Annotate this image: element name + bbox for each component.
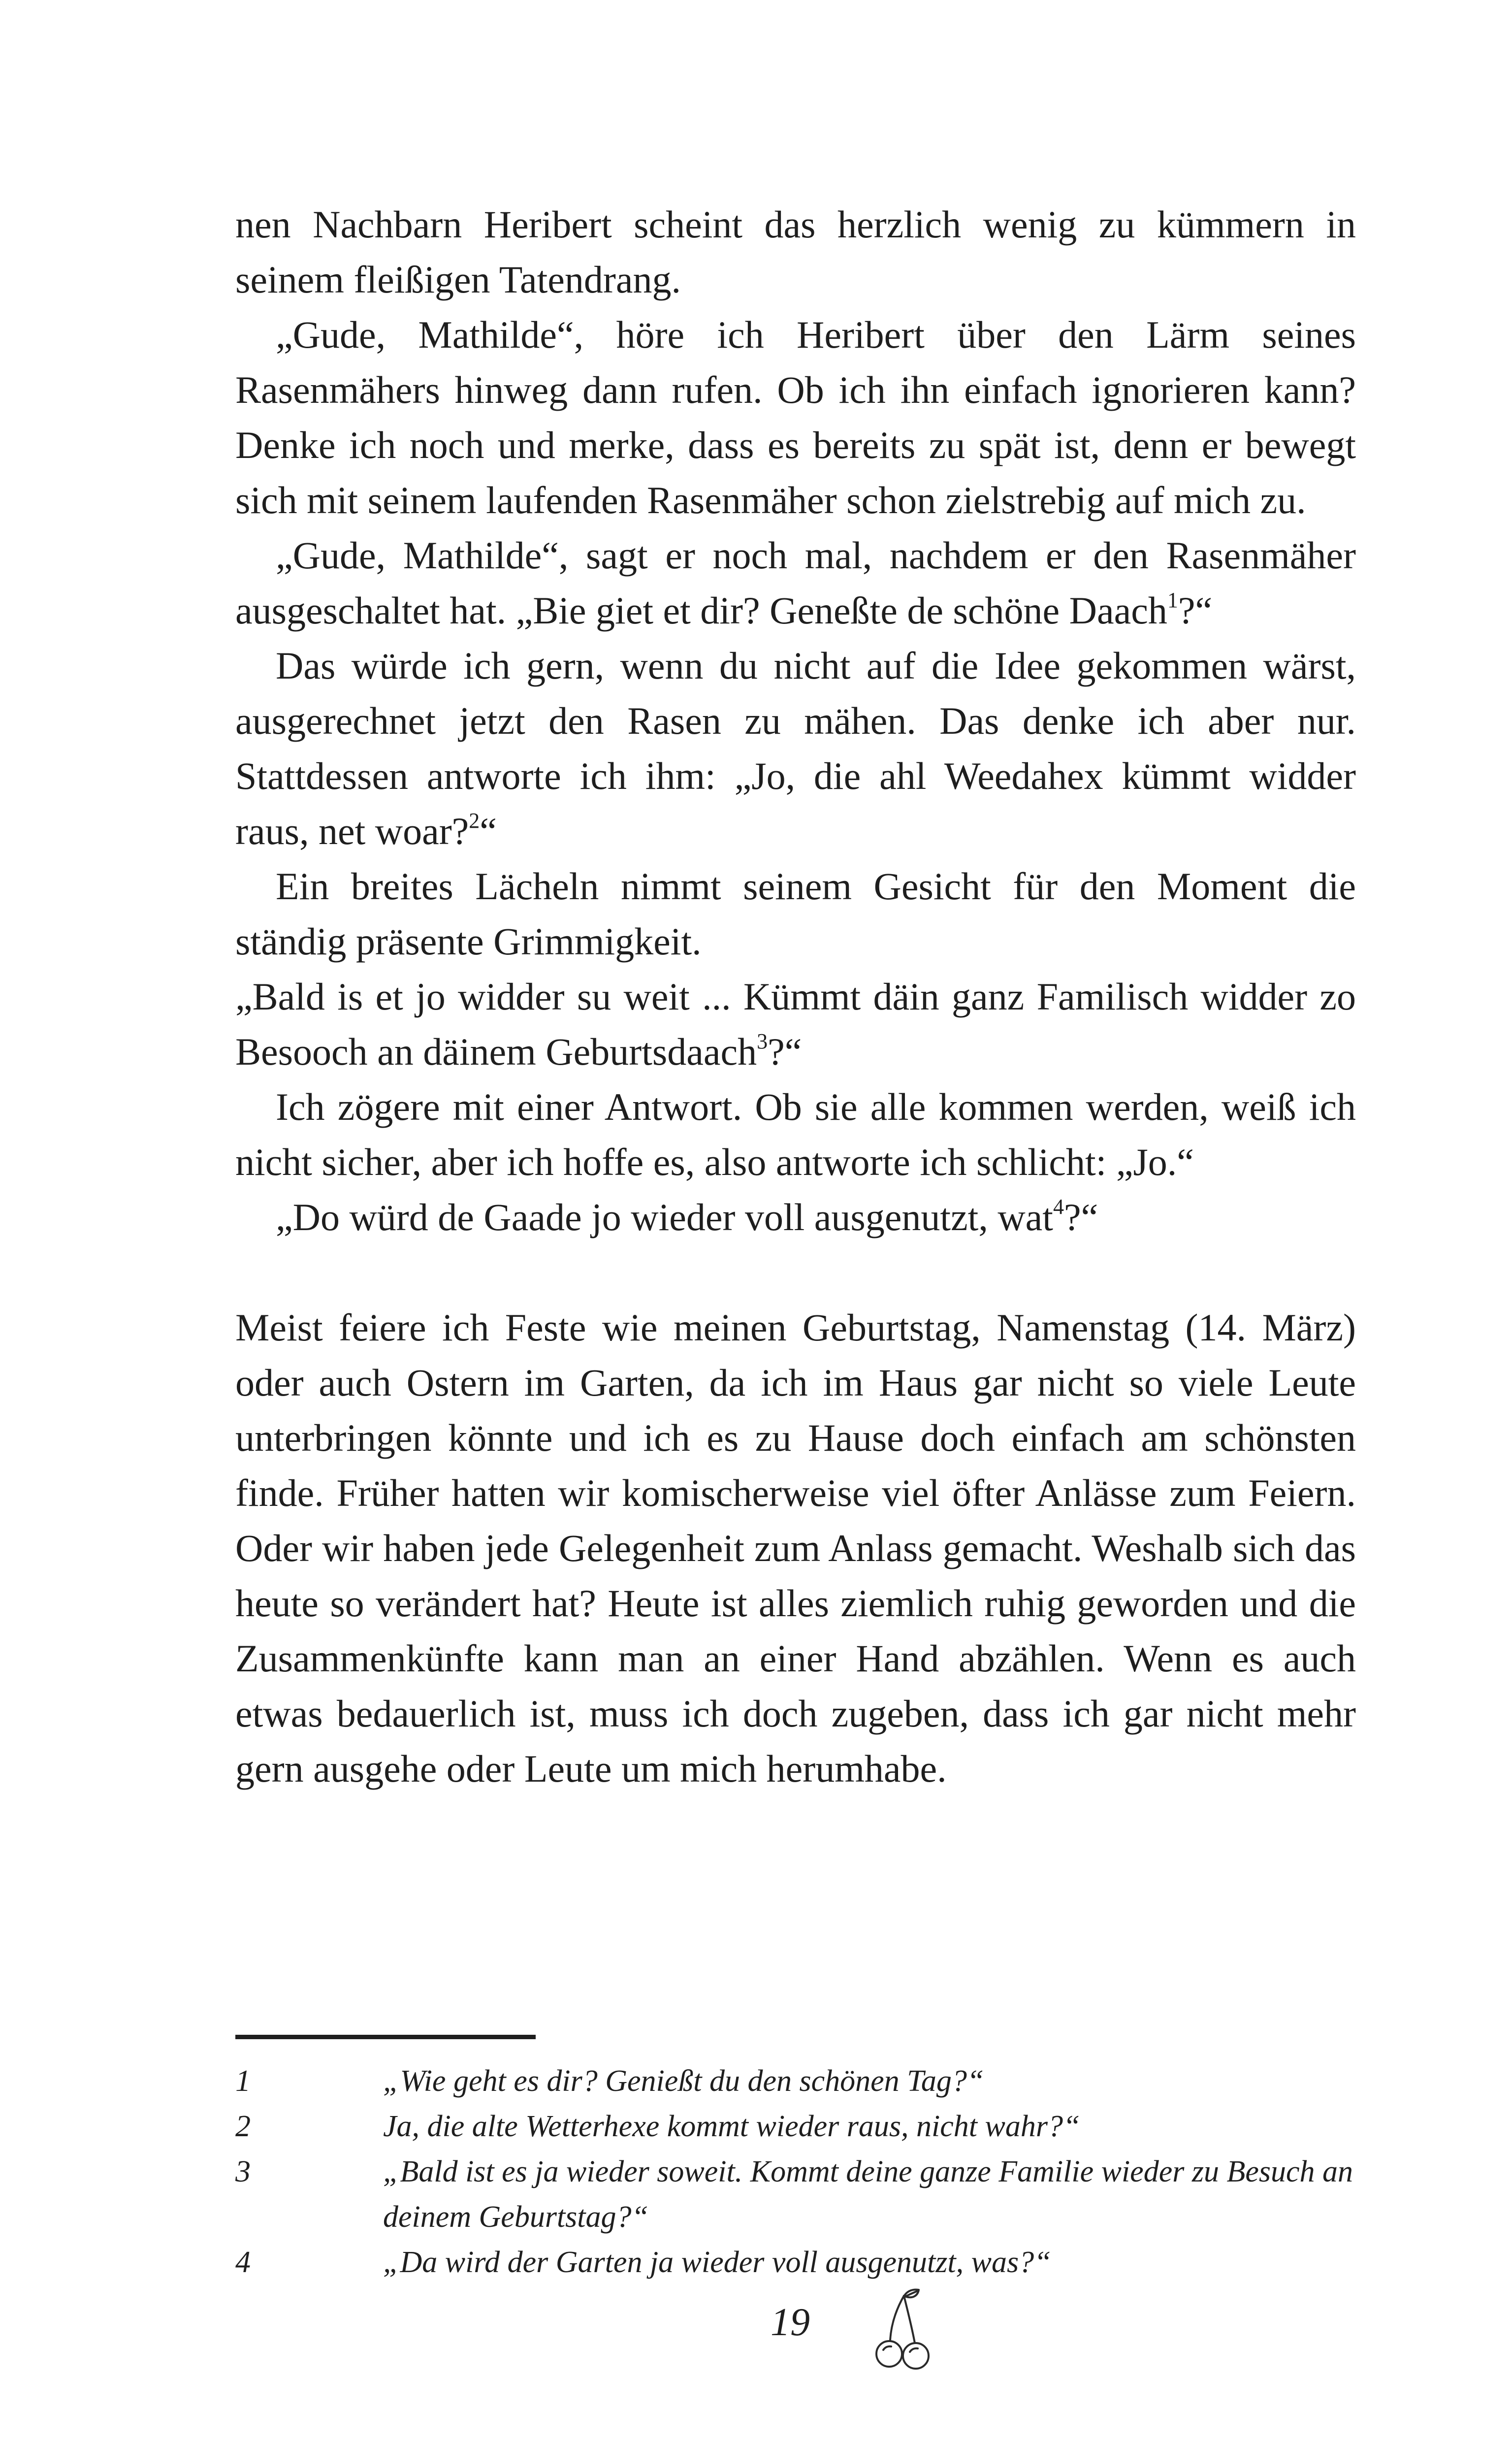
- paragraph: Meist feiere ich Feste wie meinen Geburtstag, Namenstag (14. März) oder auch Ostern im Garten, da ich im Haus gar nicht so viele Leute unterbringen könnte und ich es zu Hause doch einfach am schönsten finde. Früher hatten wir komischerweise viel öfter Anlässe zum Feiern. Oder wir haben jede Gelegenheit zum Anlass gemacht. Weshalb sich das heute so verändert hat? Heute ist alles ziemlich ruhig geworden und die Zusammenkünfte kann man an einer Hand abzählen. Wenn es auch etwas bedauerlich ist, muss ich doch zugeben, dass ich gar nicht mehr gern ausgehe oder Leute um mich herumhabe.: [235, 1306, 1356, 1790]
- paragraph: „Gude, Mathilde“, höre ich Heribert über den Lärm seines Rasenmähers hinweg dann rufen. Ob ich ihn einfach ignorieren kann? Denke ich noch und merke, dass es bereits zu spät ist, denn er bewegt sich mit seinem laufenden Rasenmäher schon zielstrebig auf mich zu.: [235, 313, 1356, 521]
- footnote-ref: 4: [1053, 1195, 1064, 1219]
- paragraph-text: ?“: [1063, 1196, 1098, 1238]
- footnote-number: 1: [235, 2064, 251, 2098]
- paragraph-text: ?“: [1178, 589, 1213, 632]
- footnote-ref: 2: [469, 809, 480, 833]
- paragraph-text: Das würde ich gern, wenn du nicht auf die Idee gekommen wärst, ausgerechnet jetzt den Rasen zu mähen. Das denke ich aber nur. Stattdessen antworte ich ihm: „Jo, die ahl Weedahex kümmt widder raus, net woar?: [235, 644, 1356, 852]
- paragraph-text: „Bald is et jo widder su weit ... Kümmt däin ganz Familisch widder zo Besooch an däinem Geburtsdaach: [235, 975, 1356, 1073]
- paragraph: [235, 1190, 1356, 1245]
- page-footer: [0, 2295, 1512, 2393]
- footnote-ref: 1: [1167, 588, 1178, 612]
- paragraph: [235, 528, 1356, 638]
- footnote: [235, 2058, 1356, 2104]
- paragraph-text: “: [480, 810, 497, 852]
- paragraph: nen Nachbarn Heribert scheint das herzlich wenig zu kümmern in seinem fleißigen Tatendrang.: [235, 203, 1356, 301]
- footnote-text: „Wie geht es dir? Genießt du den schönen Tag?“: [383, 2064, 984, 2098]
- main-text: [235, 197, 1356, 1796]
- paragraph-text: „Do würd de Gaade jo wieder voll ausgenutzt, wat: [276, 1196, 1053, 1238]
- footnote-ref: 3: [757, 1029, 768, 1053]
- paragraph: Ich zögere mit einer Antwort. Ob sie alle kommen werden, weiß ich nicht sicher, aber ich hoffe es, also antworte ich schlicht: „Jo.“: [235, 1085, 1356, 1183]
- footnote-text: Ja, die alte Wetterhexe kommt wieder raus, nicht wahr?“: [383, 2110, 1080, 2143]
- paragraph: Ein breites Lächeln nimmt seinem Gesicht für den Moment die ständig präsente Grimmigkeit.: [235, 865, 1356, 963]
- footnote-text: „Bald ist es ja wieder soweit. Kommt deine ganze Familie wieder zu Besuch an deinem Geburtstag?“: [383, 2155, 1353, 2234]
- footnote-text: „Da wird der Garten ja wieder voll ausgenutzt, was?“: [383, 2246, 1051, 2279]
- paragraph: [235, 969, 1356, 1079]
- page-number: 19: [771, 2301, 810, 2344]
- footnote-number: 4: [235, 2246, 251, 2279]
- footnote-number: 3: [235, 2155, 251, 2188]
- paragraph: [235, 638, 1356, 859]
- footnote-separator: [235, 2035, 536, 2039]
- footnote: [235, 2104, 1356, 2149]
- paragraph-text: „Gude, Mathilde“, sagt er noch mal, nachdem er den Rasenmäher ausgeschaltet hat. „Bie giet et dir? Geneßte de schöne Daach: [235, 534, 1356, 632]
- footnotes: [235, 2058, 1356, 2285]
- footnote: [235, 2240, 1356, 2285]
- footnote-number: 2: [235, 2110, 251, 2143]
- footnote: [235, 2149, 1356, 2240]
- cherry-icon: [871, 2285, 935, 2374]
- paragraph-text: ?“: [768, 1030, 802, 1073]
